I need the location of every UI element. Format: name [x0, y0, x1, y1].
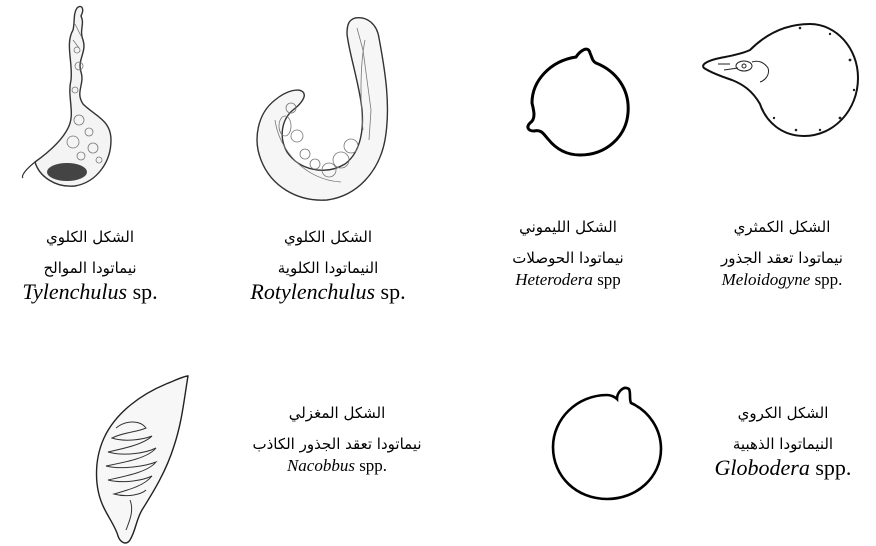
common-name: نيماتودا الحوصلات: [512, 249, 624, 267]
species-suffix: sp.: [375, 279, 406, 304]
shape-label: الشكل الكلوي: [45, 228, 134, 246]
genus: Nacobbus: [286, 456, 355, 475]
shape-label: الشكل الكلوي: [283, 228, 372, 246]
tylenchulus-illustration: [15, 0, 145, 200]
common-name: نيماتودا تعقد الجذور: [721, 249, 843, 267]
common-name: النيماتودا الكلوية: [277, 259, 379, 277]
common-name: نيماتودا تعقد الجذور الكاذب: [252, 435, 422, 453]
meloidogyne-illustration: [700, 10, 865, 150]
common-name: نيماتودا الموالح: [43, 259, 137, 277]
scientific-name: [0, 281, 180, 303]
species-suffix: spp.: [810, 270, 843, 289]
heterodera-illustration: [510, 35, 645, 165]
genus: Rotylenchulus: [250, 279, 376, 304]
species-suffix: spp: [592, 270, 621, 289]
shape-label: الشكل المغزلي: [288, 404, 386, 422]
caption-heterodera: [468, 218, 668, 291]
caption-nacobbus: [222, 404, 452, 477]
common-name: النيماتودا الذهبية: [732, 435, 834, 453]
shape-label: الشكل الليموني: [519, 218, 617, 236]
caption-globodera: [690, 404, 876, 479]
scientific-name: [468, 269, 668, 291]
caption-tylenchulus: [0, 228, 180, 303]
genus: Tylenchulus: [22, 279, 128, 304]
scientific-name: [688, 269, 876, 291]
genus: Meloidogyne: [721, 270, 811, 289]
scientific-name: [228, 281, 428, 303]
globodera-illustration: [545, 385, 670, 510]
caption-meloidogyne: [688, 218, 876, 291]
species-suffix: sp.: [127, 279, 158, 304]
rotylenchulus-illustration: [245, 10, 405, 210]
shape-label: الشكل الكروي: [737, 404, 829, 422]
scientific-name: [690, 457, 876, 479]
caption-rotylenchulus: [228, 228, 428, 303]
genus: Heterodera: [515, 270, 593, 289]
shape-label: الشكل الكمثري: [733, 218, 831, 236]
nacobbus-illustration: [90, 370, 200, 546]
genus: Globodera: [714, 455, 810, 480]
scientific-name: [222, 455, 452, 477]
species-suffix: spp.: [809, 455, 852, 480]
species-suffix: spp.: [354, 456, 388, 475]
